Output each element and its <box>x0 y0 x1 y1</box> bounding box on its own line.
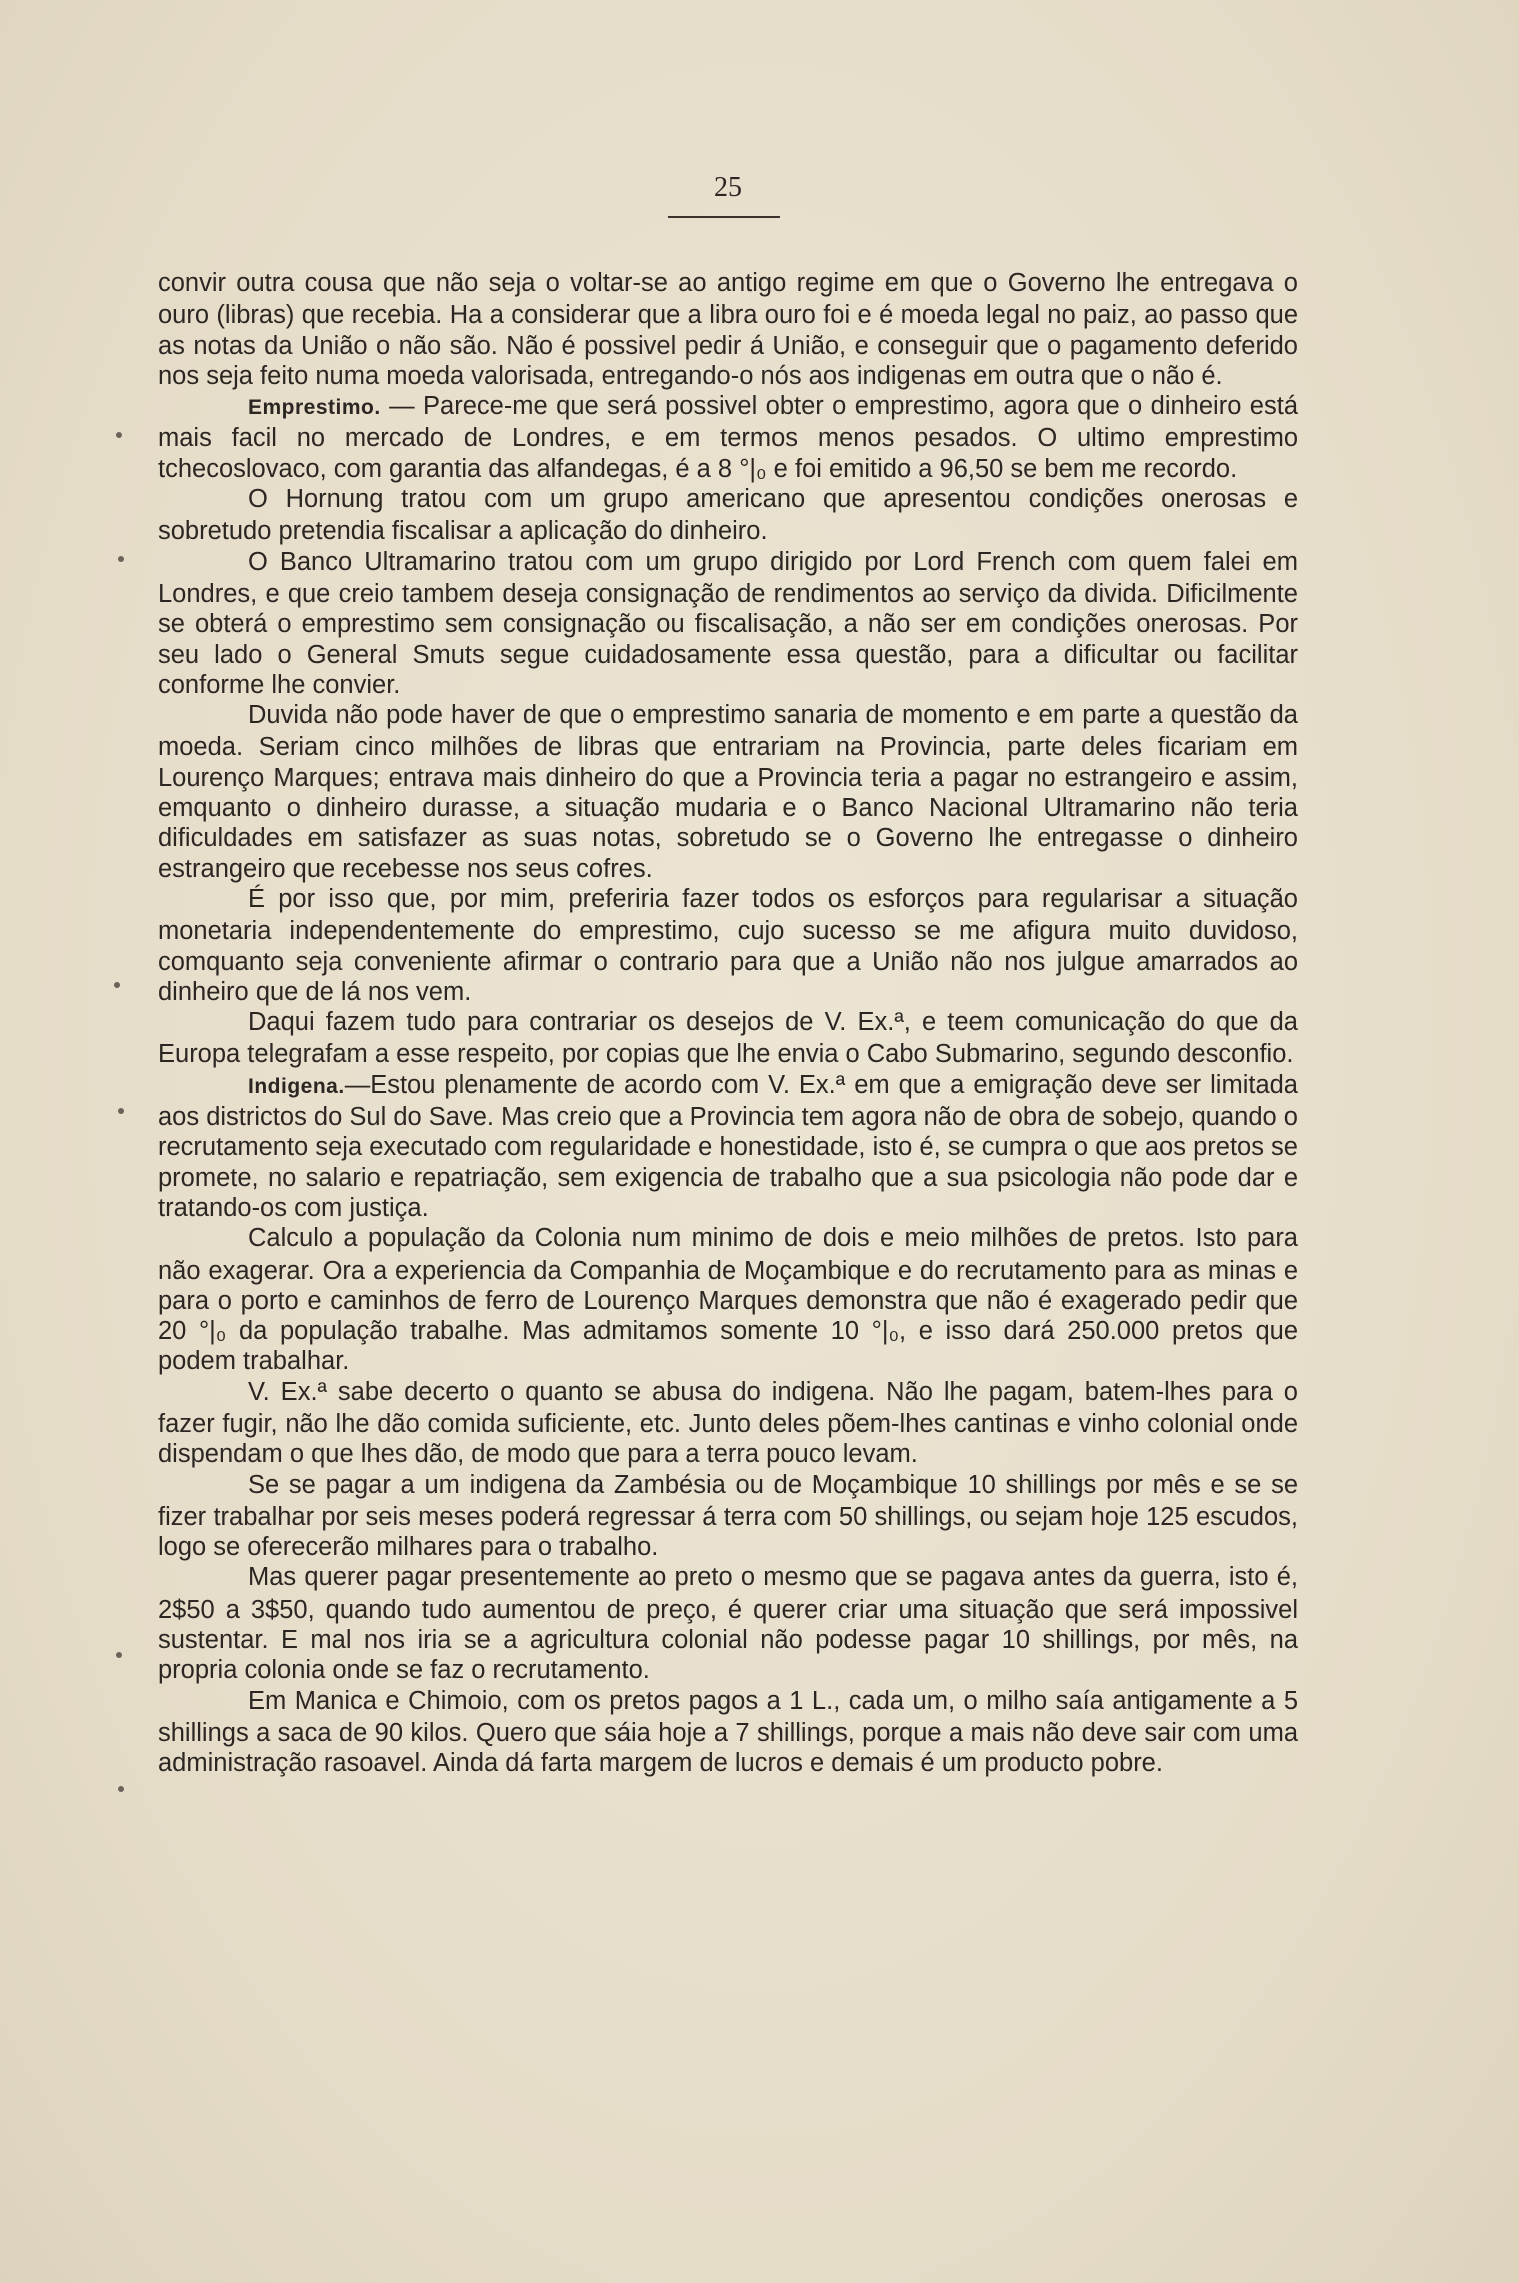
paragraph <box>158 268 1298 391</box>
paragraph-indigena <box>158 1070 1298 1223</box>
paragraph <box>158 1686 1298 1779</box>
paragraph-text: O Banco Ultramarino tratou com um grupo dirigido por Lord French com quem falei em Londres, e que creio tambem deseja consignação de rendimentos ao serviço da divida. Dificilmente se obterá o emprestimo sem consignação ou fiscalisação, a não ser em condições onerosas. Por seu lado o General Smuts segue cuidadosamente essa questão, para a dificultar ou facilitar conforme lhe convier. <box>158 547 1298 699</box>
paragraph-text: — Parece-me que será possivel obter o emprestimo, agora que o dinheiro está mais facil no mercado de Londres, e em termos menos pesados. O ultimo emprestimo tchecoslovaco, com garantia das alfandegas, é a 8 °|₀ e foi emitido a 96,50 se bem me recordo. <box>158 392 1298 483</box>
paragraph-text: É por isso que, por mim, preferiria fazer todos os esforços para regularisar a situação monetaria independentemente do emprestimo, cujo sucesso se me afigura muito duvidoso, comquanto seja conveniente afirmar o contrario para que a União não nos julgue amarrados ao dinheiro que de lá nos vem. <box>158 884 1298 1006</box>
section-lead: Indigena. <box>248 1074 345 1098</box>
paragraph <box>158 884 1298 1007</box>
paragraph <box>158 1470 1298 1563</box>
margin-mark <box>116 432 122 438</box>
paragraph-text: V. Ex.ª sabe decerto o quanto se abusa do indigena. Não lhe pagam, batem-lhes para o fazer fugir, não lhe dão comida suficiente, etc. Junto deles põem-lhes cantinas e vinho colonial onde dispendam o que lhes dão, de modo que para a terra pouco levam. <box>158 1377 1298 1469</box>
paragraph-text: O Hornung tratou com um grupo americano que apresentou condições onerosas e sobretudo pretendia fiscalisar a aplicação do dinheiro. <box>158 485 1298 546</box>
page-number-rule <box>668 216 780 218</box>
paragraph <box>158 1377 1298 1470</box>
margin-mark <box>118 556 124 562</box>
paragraph-text: Se se pagar a um indigena da Zambésia ou de Moçambique 10 shillings por mês e se se fizer trabalhar por seis meses poderá regressar á terra com 50 shillings, ou sejam hoje 125 escudos, logo se oferecerão milhares para o trabalho. <box>158 1470 1298 1562</box>
margin-mark <box>118 1108 124 1114</box>
paragraph-text: Mas querer pagar presentemente ao preto o mesmo que se pagava antes da guerra, isto é, 2$50 a 3$50, quando tudo aumentou de preço, é querer criar uma situação que será impossivel sustentar. E mal nos iria se a agricultura colonial não podesse pagar 10 shillings, por mês, na propria colonia onde se faz o recrutamento. <box>158 1563 1298 1685</box>
margin-mark <box>118 1786 124 1792</box>
margin-mark <box>114 982 120 988</box>
paragraph-text: convir outra cousa que não seja o voltar-se ao antigo regime em que o Governo lhe entregava o ouro (libras) que recebia. Ha a considerar que a libra ouro foi e é moeda legal no paiz, ao passo que as notas da União o não são. Não é possivel pedir á União, e conseguir que o pagamento deferido nos seja feito numa moeda valorisada, entregando-o nós aos indigenas em outra que o não é. <box>158 269 1298 390</box>
paragraph <box>158 547 1298 700</box>
paragraph-text: —Estou plenamente de acordo com V. Ex.ª em que a emigração deve ser limitada aos districtos do Sul do Save. Mas creio que a Provincia tem agora não de obra de sobejo, quando o recrutamento seja executado com regularidade e honestidade, isto é, se cumpra o que aos pretos se promete, no salario e repatriação, sem exigencia de trabalho que a sua psicologia não pode dar e tratando-os com justiça. <box>158 1070 1298 1222</box>
document-body <box>158 268 1298 1779</box>
page-number: 25 <box>714 172 742 203</box>
section-lead: Emprestimo. <box>248 396 381 420</box>
paragraph-emprestimo <box>158 391 1298 484</box>
paragraph-text: Duvida não pode haver de que o emprestimo sanaria de momento e em parte a questão da moeda. Seriam cinco milhões de libras que entrariam na Provincia, parte deles ficariam em Lourenço Marques; entrava mais dinheiro do que a Provincia teria a pagar no estrangeiro e assim, emquanto o dinheiro durasse, a situação mudaria e o Banco Nacional Ultramarino não teria dificuldades em satisfazer as suas notas, sobretudo se o Governo lhe entregasse o dinheiro estrangeiro que recebesse nos seus cofres. <box>158 701 1298 883</box>
paragraph-text: Calculo a população da Colonia num minimo de dois e meio milhões de pretos. Isto para não exagerar. Ora a experiencia da Companhia de Moçambique e do recrutamento para as minas e para o porto e caminhos de ferro de Lourenço Marques demonstra que não é exagerado pedir que 20 °|₀ da população trabalhe. Mas admitamos somente 10 °|₀, e isso dará 250.000 pretos que podem trabalhar. <box>158 1224 1298 1376</box>
paragraph <box>158 484 1298 547</box>
paragraph-text: Daqui fazem tudo para contrariar os desejos de V. Ex.ª, e teem comunicação do que da Europa telegrafam a esse respeito, por copias que lhe envia o Cabo Submarino, segundo desconfio. <box>158 1008 1298 1069</box>
paragraph <box>158 700 1298 884</box>
paragraph-text: Em Manica e Chimoio, com os pretos pagos a 1 L., cada um, o milho saía antigamente a 5 shillings a saca de 90 kilos. Quero que sáia hoje a 7 shillings, porque a mais não deve sair com uma administração rasoavel. Ainda dá farta margem de lucros e demais é um producto pobre. <box>158 1686 1298 1778</box>
paragraph <box>158 1007 1298 1070</box>
margin-mark <box>116 1652 122 1658</box>
paragraph <box>158 1562 1298 1685</box>
paragraph <box>158 1223 1298 1376</box>
